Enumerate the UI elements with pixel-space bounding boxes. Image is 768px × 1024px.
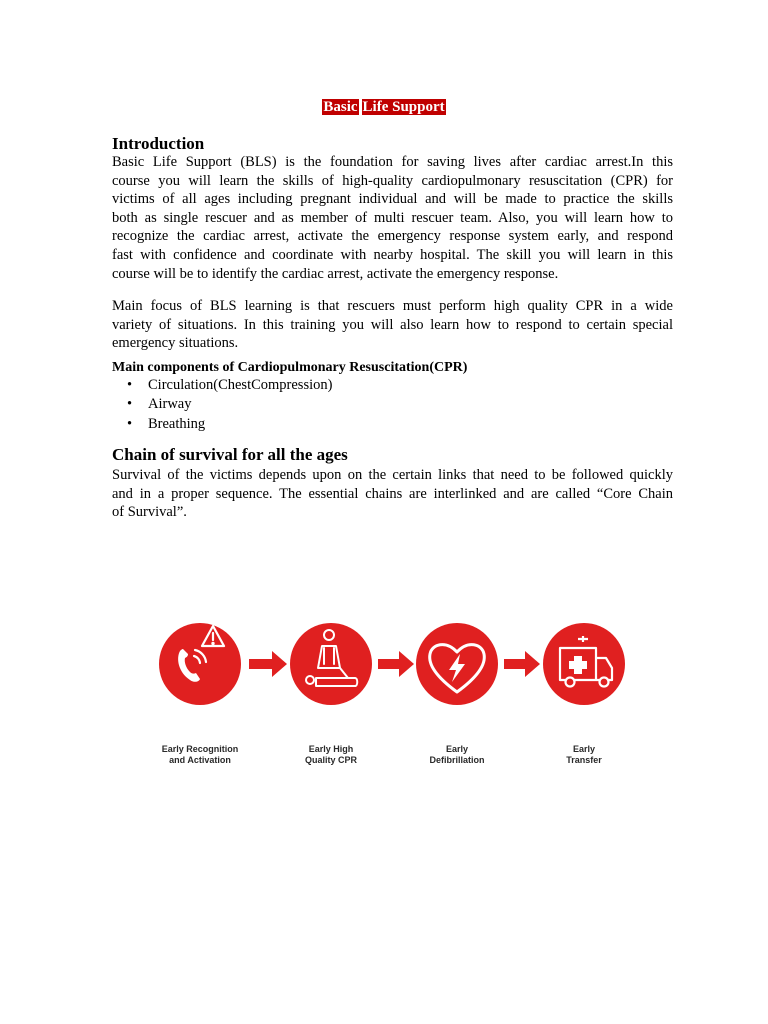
intro-p1-line: fast with confidence and coordinate with nearby hospital. The skill you will learn in this xyxy=(112,246,673,263)
title-word-2: Life Support xyxy=(362,99,445,115)
list-item-text: Breathing xyxy=(148,415,206,432)
intro-p1-line: recognize the cardiac arrest, activate the emergency response system early, and respond xyxy=(112,228,673,245)
components-heading: Main components of Cardiopulmonary Resuscitation(CPR) xyxy=(112,360,468,375)
step-circle xyxy=(290,623,372,705)
intro-p1-line: both as single rescuer and as member of multi rescuer team. Also, you will learn how to xyxy=(112,209,673,226)
intro-p1-line: course you will learn the skills of high-quality cardiopulmonary resuscitation (CPR) for xyxy=(112,172,673,189)
chain-p-line: of Survival”. xyxy=(112,504,187,521)
intro-heading: Introduction xyxy=(112,134,205,153)
step-label-line: Early xyxy=(445,744,469,754)
step-label xyxy=(145,744,255,766)
step-label-line: Early High xyxy=(308,744,354,754)
document-title xyxy=(0,98,768,117)
intro-p1-line: victims of all ages including pregnant individual and will be made to practice the skills xyxy=(112,191,673,208)
chain-heading: Chain of survival for all the ages xyxy=(112,445,348,464)
arrow-right-icon xyxy=(249,651,287,677)
intro-paragraph-1 xyxy=(112,153,673,283)
step-label-line: Defibrillation xyxy=(429,755,485,765)
intro-p1-line: course will be to identify the cardiac arrest, activate the emergency response. xyxy=(112,265,559,282)
step-label-line: Quality CPR xyxy=(304,755,357,765)
list-item xyxy=(112,415,332,434)
intro-paragraph-2 xyxy=(112,297,673,353)
list-item xyxy=(112,376,332,395)
step-label xyxy=(402,744,512,766)
bullet-glyph: • xyxy=(127,415,133,432)
list-item-text: Airway xyxy=(148,396,192,413)
step-label-line: Transfer xyxy=(566,755,602,765)
step-label-line: Early Recognition xyxy=(161,744,239,754)
chain-p-line: and in a proper sequence. The essential chains are interlinked and are called “Core Chain xyxy=(112,485,673,502)
step-label-line: Early xyxy=(572,744,596,754)
title-word-1: Basic xyxy=(323,99,358,115)
bullet-glyph: • xyxy=(127,377,133,393)
intro-p1-line: Basic Life Support (BLS) is the foundation for saving lives after cardiac arrest.In this xyxy=(112,154,673,170)
list-item-text: Circulation(ChestCompression) xyxy=(148,377,333,393)
step-label xyxy=(529,744,639,766)
components-list xyxy=(112,376,332,434)
arrow-right-icon xyxy=(504,651,540,677)
intro-p2-line: emergency situations. xyxy=(112,335,239,352)
chain-of-survival-graphic xyxy=(150,596,634,786)
intro-p2-line: variety of situations. In this training you will also learn how to respond to certain special xyxy=(112,316,673,333)
arrow-right-icon xyxy=(378,651,414,677)
intro-p2-line: Main focus of BLS learning is that rescuers must perform high quality CPR in a wide xyxy=(112,298,673,314)
step-label-line: and Activation xyxy=(169,755,231,765)
step-label xyxy=(276,744,386,766)
list-item xyxy=(112,395,332,414)
chain-p-line: Survival of the victims depends upon on the certain links that need to be followed quickly xyxy=(112,467,673,483)
chain-paragraph xyxy=(112,466,673,522)
bullet-glyph: • xyxy=(127,396,133,413)
